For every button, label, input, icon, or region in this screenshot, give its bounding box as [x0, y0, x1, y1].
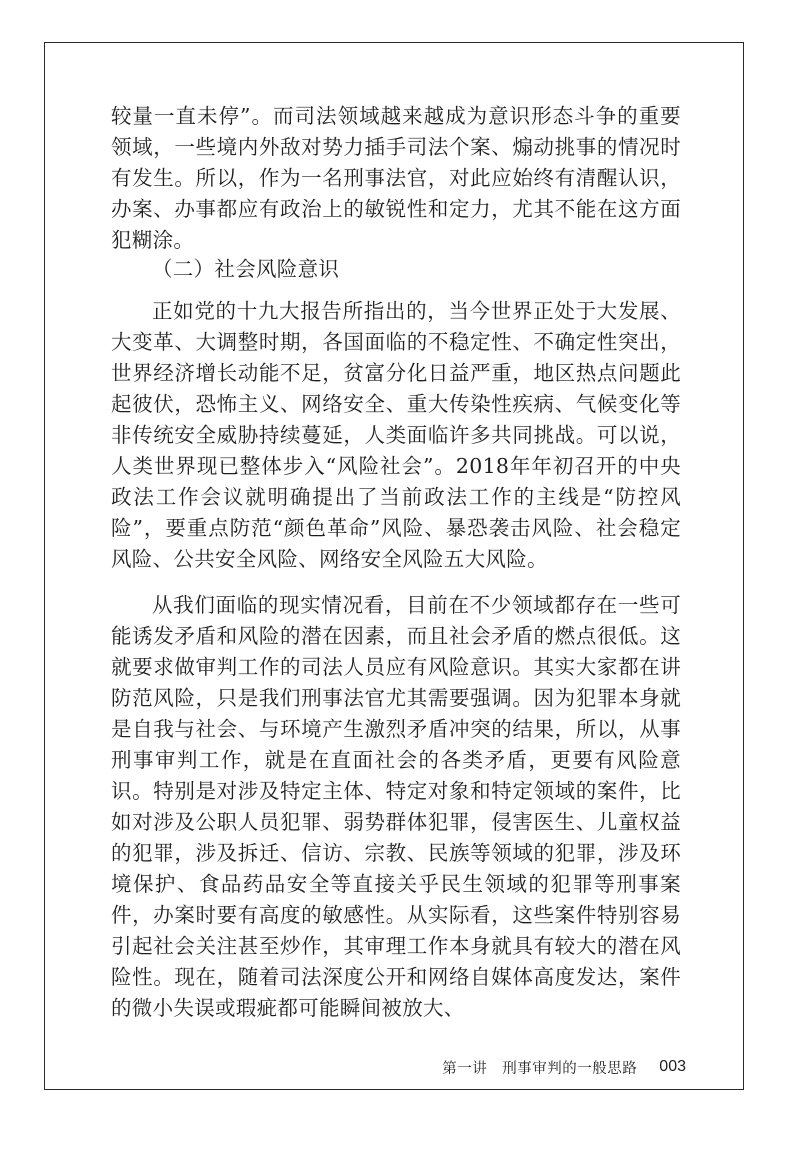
- chapter-title: 第一讲 刑事审判的一般思路: [442, 1060, 638, 1077]
- body-paragraph-2: 正如党的十九大报告所指出的，当今世界正处于大发展、大变革、大调整时期，各国面临的不稳定性、不确定性突出，世界经济增长动能不足，贫富分化日益严重，地区热点问题此起彼伏，恐怖主义、网络安全、重大传染性疾病、气候变化等非传统安全威胁持续蔓延，人类面临许多共同挑战。可以说，人类世界现已整体步入“风险社会”。2018年年初召开的中央政法工作会议就明确提出了当前政法工作的主线是“防控风险”，要重点防范“颜色革命”风险、暴恐袭击风险、社会稳定风险、公共安全风险、网络安全风险五大风险。: [111, 299, 681, 571]
- body-paragraph-1: 较量一直未停”。而司法领域越来越成为意识形态斗争的重要领域，一些境内外敌对势力插手司法个案、煽动挑事的情况时有发生。所以，作为一名刑事法官，对此应始终有清醒认识，办案、办事都应有政治上的敏锐性和定力，尤其不能在这方面犯糊涂。: [111, 104, 681, 252]
- page-number: 003: [659, 1058, 686, 1075]
- body-paragraph-3: 从我们面临的现实情况看，目前在不少领域都存在一些可能诱发矛盾和风险的潜在因素，而且社会矛盾的燃点很低。这就要求做审判工作的司法人员应有风险意识。其实大家都在讲防范风险，只是我们刑事法官尤其需要强调。因为犯罪本身就是自我与社会、与环境产生激烈矛盾冲突的结果，所以，从事刑事审判工作，就是在直面社会的各类矛盾，更要有风险意识。特别是对涉及特定主体、特定对象和特定领域的案件，比如对涉及公职人员犯罪、弱势群体犯罪，侵害医生、儿童权益的犯罪，涉及拆迁、信访、宗教、民族等领域的犯罪，涉及环境保护、食品药品安全等直接关乎民生领域的犯罪等刑事案件，办案时要有高度的敏感性。从实际看，这些案件特别容易引起社会关注甚至炒作，其审理工作本身就具有较大的潜在风险性。现在，随着司法深度公开和网络自媒体高度发达，案件的微小失误或瑕疵都可能瞬间被放大、: [111, 593, 681, 1020]
- running-footer: [422, 1054, 686, 1080]
- section-heading: （二）社会风险意识: [152, 257, 340, 281]
